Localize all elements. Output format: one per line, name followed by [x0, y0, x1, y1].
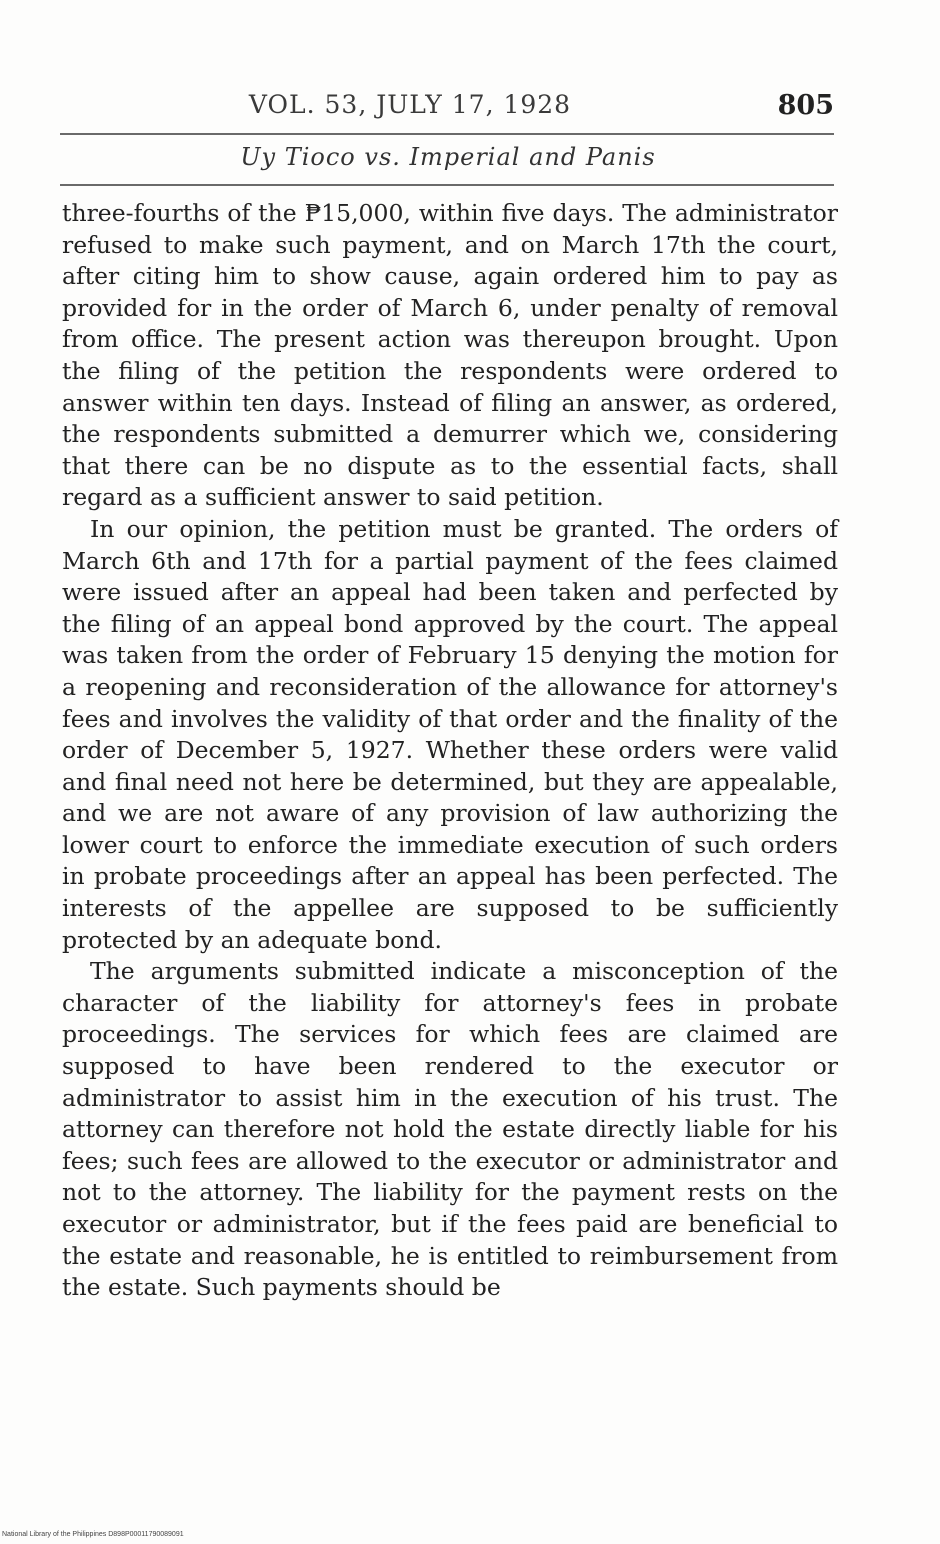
header-rule-top	[60, 133, 834, 135]
volume-date: VOL. 53, JULY 17, 1928	[248, 90, 572, 119]
paragraph-3: The arguments submitted indicate a misconception of the character of the liability for attorney's fees in probate proceedings. The services for which fees are claimed are supposed to have been rendered to the executor or administrator to assist him in the execution of his trust. The attorney can therefore not hold the estate directly liable for his fees; such fees are allowed to the executor or administrator and not to the attorney. The liability for the payment rests on the executor or administrator, but if the fees paid are beneficial to the estate and reasonable, he is entitled to reimbursement from the estate. Such payments should be	[62, 957, 838, 1302]
running-head	[60, 86, 836, 126]
page-number: 805	[777, 90, 834, 121]
body-text	[62, 198, 838, 1304]
paragraph-1: three-fourths of the ₱15,000, within five days. The administrator refused to make such payment, and on March 17th the court, after citing him to show cause, again ordered him to pay as provided for in the order of March 6, under penalty of removal from office. The present action was thereupon brought. Upon the filing of the petition the respondents were ordered to answer within ten days. Instead of filing an answer, as ordered, the respondents submitted a demurrer which we, considering that there can be no dispute as to the essential facts, shall regard as a sufficient answer to said petition.	[62, 199, 838, 512]
scan-source-footer: National Library of the Philippines D898P00011790089091	[2, 1531, 184, 1538]
header-rule-bottom	[60, 184, 834, 186]
case-title: Uy Tioco vs. Imperial and Panis	[240, 143, 656, 171]
paragraph-2: In our opinion, the petition must be granted. The orders of March 6th and 17th for a partial payment of the fees claimed were issued after an appeal had been taken and perfected by the filing of an appeal bond approved by the court. The appeal was taken from the order of February 15 denying the motion for a reopening and reconsideration of the allowance for attorney's fees and involves the validity of that order and the finality of the order of December 5, 1927. Whether these orders were valid and final need not here be determined, but they are appealable, and we are not aware of any provision of law authorizing the lower court to enforce the immediate execution of such orders in probate proceedings after an appeal has been perfected. The interests of the appellee are supposed to be sufficiently protected by an adequate bond.	[62, 514, 838, 954]
